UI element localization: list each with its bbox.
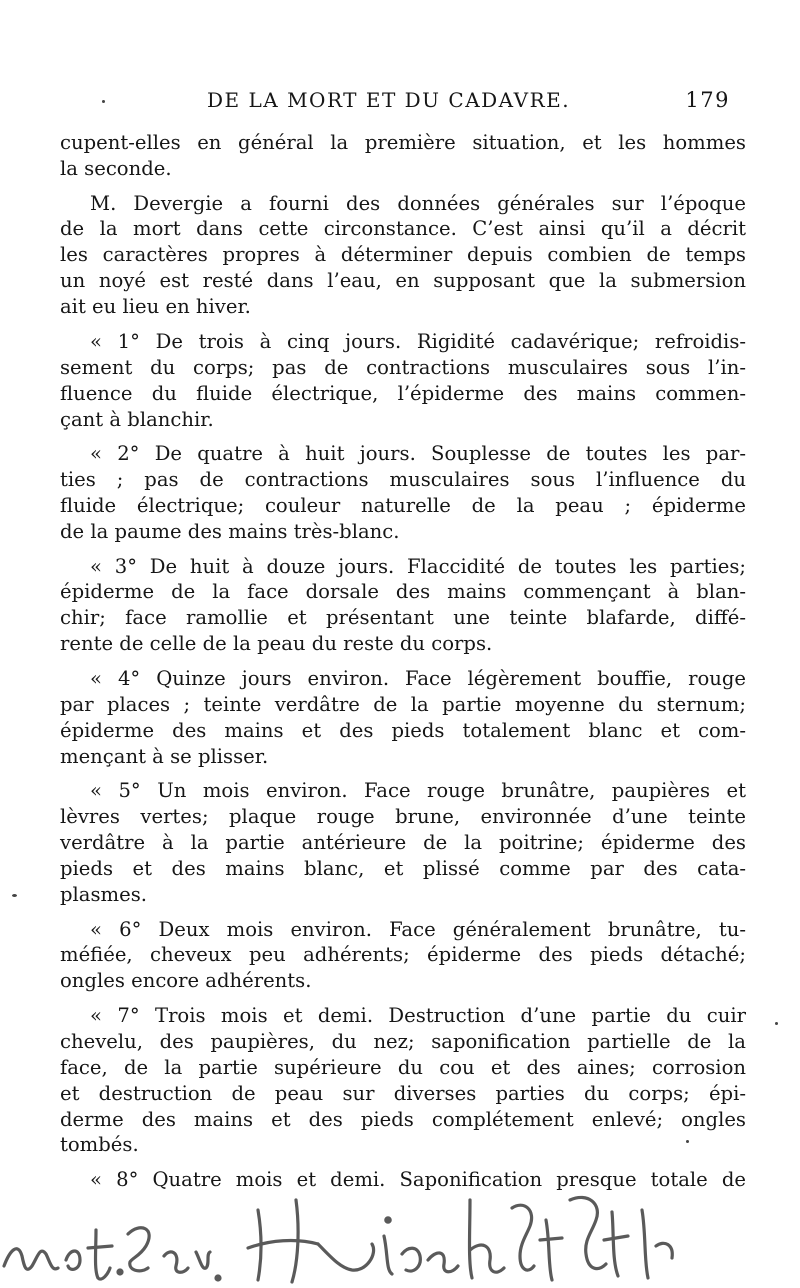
text-line: de la mort dans cette circonstance. C’est ainsi qu’il a décrit xyxy=(60,217,746,241)
text-line: pieds et des mains blanc, et plissé comme par des cata- xyxy=(60,856,746,880)
text-line: derme des mains et des pieds complétement enlevé; ongles xyxy=(60,1107,746,1131)
text-line: ait eu lieu en hiver. xyxy=(60,295,251,319)
text-line: « 3° De huit à douze jours. Flaccidité de toutes les parties; xyxy=(90,554,746,578)
text-line: les caractères propres à déterminer depuis combien de temps xyxy=(60,243,746,267)
text-line: çant à blanchir. xyxy=(60,407,214,431)
ink-speck xyxy=(102,100,105,103)
text-line: un noyé est resté dans l’eau, en supposant que la submersion xyxy=(60,269,746,293)
text-line: chevelu, des paupières, du nez; saponification partielle de la xyxy=(60,1029,746,1053)
text-line: la seconde. xyxy=(60,156,172,180)
text-line: épiderme de la face dorsale des mains commençant à blan- xyxy=(60,580,746,604)
text-line: face, de la partie supérieure du cou et des aines; corrosion xyxy=(60,1055,746,1079)
text-line: fluence du fluide électrique, l’épiderme des mains commen- xyxy=(60,381,746,405)
text-line: « 1° De trois à cinq jours. Rigidité cadavérique; refroidis- xyxy=(90,329,746,353)
text-line: « 7° Trois mois et demi. Destruction d’une partie du cuir xyxy=(90,1003,746,1027)
text-line: par places ; teinte verdâtre de la partie moyenne du sternum; xyxy=(60,692,746,716)
handwritten-signature xyxy=(0,1170,800,1288)
text-line: lèvres vertes; plaque rouge brune, environnée d’une teinte xyxy=(60,805,746,829)
text-line: sement du corps; pas de contractions musculaires sous l’in- xyxy=(60,355,746,379)
text-line: cupent-elles en général la première situation, et les hommes xyxy=(60,131,746,154)
text-line: ongles encore adhérents. xyxy=(60,969,312,993)
text-line: « 5° Un mois environ. Face rouge brunâtre, paupières et xyxy=(90,779,746,803)
running-header xyxy=(60,88,746,118)
text-line: verdâtre à la partie antérieure de la poitrine; épiderme des xyxy=(60,831,746,855)
text-line: mençant à se plisser. xyxy=(60,744,269,768)
body-text xyxy=(60,130,746,1193)
text-line: méfiée, cheveux peu adhérents; épiderme des pieds détaché; xyxy=(60,943,746,967)
text-line: « 4° Quinze jours environ. Face légèrement bouffie, rouge xyxy=(90,666,746,690)
text-line: « 2° De quatre à huit jours. Souplesse de toutes les par- xyxy=(90,442,746,466)
text-line: « 8° Quatre mois et demi. Saponification presque totale de xyxy=(90,1168,746,1192)
text-line: ties ; pas de contractions musculaires sous l’influence du xyxy=(60,468,746,492)
ink-speck xyxy=(12,894,17,897)
text-line: plasmes. xyxy=(60,882,148,906)
text-line: tombés. xyxy=(60,1133,139,1157)
text-line: fluide électrique; couleur naturelle de la peau ; épiderme xyxy=(60,493,746,517)
ink-speck xyxy=(775,1022,778,1025)
text-line: et destruction de peau sur diverses parties du corps; épi- xyxy=(60,1081,746,1105)
page-number: 179 xyxy=(685,88,730,112)
ink-speck xyxy=(686,1140,689,1143)
text-line: épiderme des mains et des pieds totalement blanc et com- xyxy=(60,718,746,742)
text-line: « 6° Deux mois environ. Face généralement brunâtre, tu- xyxy=(90,917,746,941)
running-title: DE LA MORT ET DU CADAVRE. xyxy=(207,88,571,112)
text-line: M. Devergie a fourni des données générales sur l’époque xyxy=(90,191,746,215)
text-line: rente de celle de la peau du reste du corps. xyxy=(60,632,493,656)
text-line: de la paume des mains très-blanc. xyxy=(60,519,400,543)
text-line: chir; face ramollie et présentant une teinte blafarde, diffé- xyxy=(60,606,746,630)
